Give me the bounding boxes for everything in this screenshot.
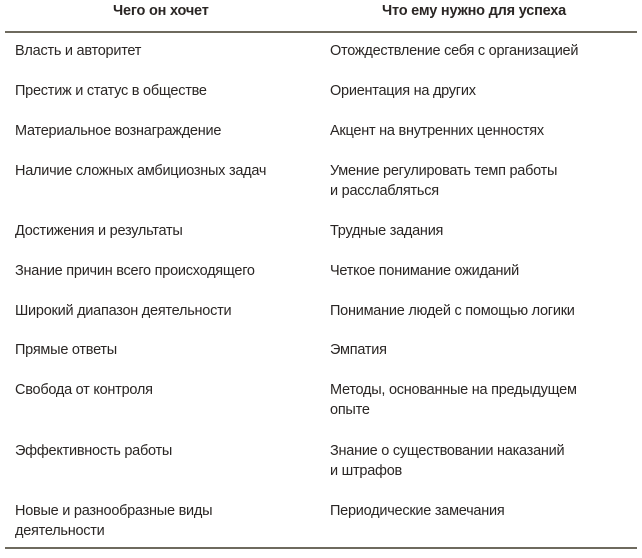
- cell-want: Свобода от контроля: [15, 382, 153, 398]
- cell-want: Прямые ответы: [15, 342, 117, 358]
- cell-need-line: и расслабляться: [330, 183, 439, 199]
- cell-want: Достижения и результаты: [15, 223, 183, 239]
- header-what-he-wants: Чего он хочет: [113, 3, 209, 19]
- cell-want-line: деятельности: [15, 523, 105, 539]
- comparison-table: [5, 0, 637, 539]
- cell-need: [330, 441, 630, 481]
- cell-need-line: опыте: [330, 402, 370, 418]
- cell-want: Наличие сложных амбициозных задач: [15, 163, 267, 179]
- cell-need: Понимание людей с помощью логики: [330, 303, 575, 319]
- cell-need: Трудные задания: [330, 223, 444, 239]
- cell-need: [330, 380, 630, 420]
- cell-need: Акцент на внутренних ценностях: [330, 123, 544, 139]
- cell-want: Престиж и статус в обществе: [15, 83, 207, 99]
- cell-need: Периодические замечания: [330, 503, 505, 519]
- cell-need: Отождествление себя с организацией: [330, 43, 579, 59]
- cell-need: Ориентация на других: [330, 83, 476, 99]
- table-header: [5, 0, 637, 32]
- cell-want: Эффективность работы: [15, 443, 173, 459]
- cell-need: Эмпатия: [330, 342, 387, 358]
- cell-want: Знание причин всего происходящего: [15, 263, 255, 279]
- cell-want: Широкий диапазон деятельности: [15, 303, 232, 319]
- cell-want-line: Новые и разнообразные виды: [15, 503, 213, 519]
- bottom-divider: [5, 547, 637, 549]
- cell-need-line: Знание о существовании наказаний: [330, 443, 565, 459]
- cell-want: [15, 501, 315, 541]
- header-divider: [5, 31, 637, 33]
- cell-need-line: Методы, основанные на предыдущем: [330, 382, 577, 398]
- cell-want: Власть и авторитет: [15, 43, 142, 59]
- cell-need: [330, 161, 630, 201]
- cell-want: Материальное вознаграждение: [15, 123, 222, 139]
- cell-need: Четкое понимание ожиданий: [330, 263, 519, 279]
- header-what-he-needs: Что ему нужно для успеха: [382, 3, 567, 19]
- cell-need-line: Умение регулировать темп работы: [330, 163, 558, 179]
- cell-need-line: и штрафов: [330, 463, 402, 479]
